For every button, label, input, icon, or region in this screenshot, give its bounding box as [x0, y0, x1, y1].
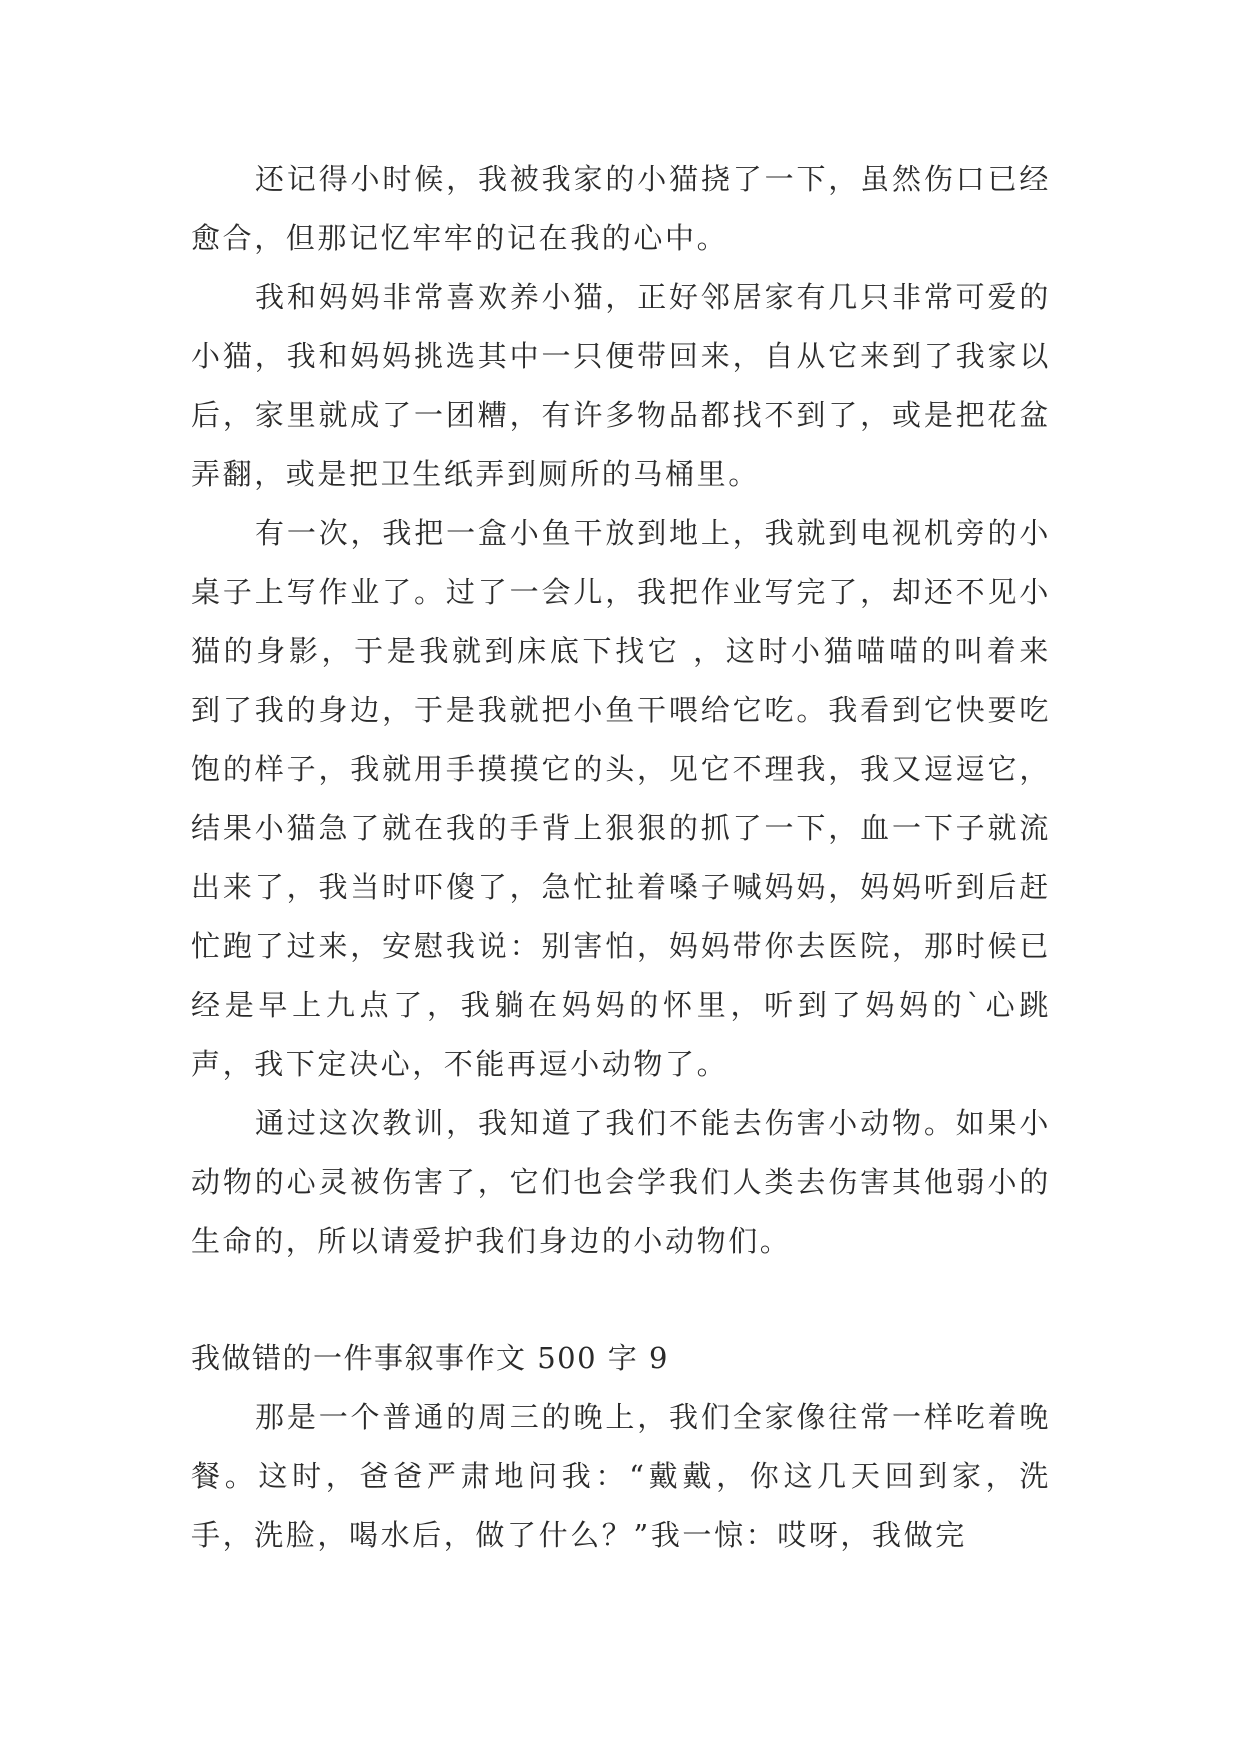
paragraph-3: 有一次，我把一盒小鱼干放到地上，我就到电视机旁的小桌子上写作业了。过了一会儿，我把作业写完了，却还不见小猫的身影，于是我就到床底下找它 ，这时小猫喵喵的叫着来到了我的身边，于是我就把小鱼干喂给它吃。我看到它快要吃饱的样子，我就用手摸摸它的头，见它不理我，我又逗逗它，结果小猫急了就在我的手背上狠狠的抓了一下，血一下子就流出来了，我当时吓傻了，急忙扯着嗓子喊妈妈，妈妈听到后赶忙跑了过来，安慰我说：别害怕，妈妈带你去医院，那时候已经是早上九点了，我躺在妈妈的怀里，听到了妈妈的`心跳声，我下定决心，不能再逗小动物了。 — [191, 516, 1051, 1081]
paragraph-4: 通过这次教训，我知道了我们不能去伤害小动物。如果小动物的心灵被伤害了，它们也会学我们人类去伤害其他弱小的生命的，所以请爱护我们身边的小动物们。 — [191, 1106, 1051, 1258]
paragraph-5: 那是一个普通的周三的晚上，我们全家像往常一样吃着晚餐。这时，爸爸严肃地问我：“戴戴，你这几天回到家，洗手，洗脸，喝水后，做了什么？”我一惊：哎呀，我做完 — [191, 1400, 1051, 1552]
section-heading: 我做错的一件事叙事作文 500 字 9 — [191, 1341, 669, 1375]
paragraph-2: 我和妈妈非常喜欢养小猫，正好邻居家有几只非常可爱的小猫，我和妈妈挑选其中一只便带回来，自从它来到了我家以后，家里就成了一团糟，有许多物品都找不到了，或是把花盆弄翻，或是把卫生纸弄到厕所的马桶里。 — [191, 280, 1051, 491]
paragraph-1: 还记得小时候，我被我家的小猫挠了一下，虽然伤口已经愈合，但那记忆牢牢的记在我的心中。 — [191, 162, 1051, 255]
document-body — [191, 150, 1051, 1565]
